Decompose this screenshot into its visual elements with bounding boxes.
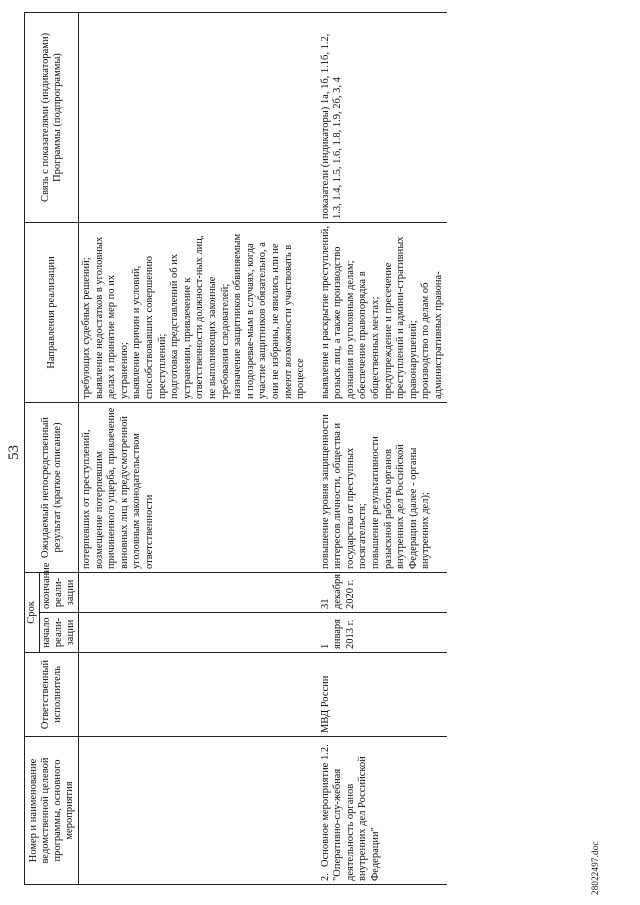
table-row xyxy=(318,12,447,884)
direction-item: выявление и раскрытие преступлений, розыск лиц, а также производство дознания по уголовным делам; xyxy=(319,226,356,399)
row-name: Основное мероприятие 1.2. "Оперативно-слу-жебная деятельность органов внутренних дел Российской Федерации" xyxy=(319,744,382,881)
header-link: Связь с показателями (индикаторами) Программы (подпрограммы) xyxy=(25,12,79,222)
header-executor: Ответственный исполнитель xyxy=(25,653,79,737)
cell-empty xyxy=(79,12,318,222)
cell-executor: МВД России xyxy=(318,653,447,737)
direction-item: требующих судебных решений; xyxy=(81,257,92,399)
cell-directions xyxy=(318,222,447,402)
cell-end: 31 декабря 2020 г. xyxy=(318,572,447,612)
result-item: повышение результативности разыскной работы органов внутренних дел Российской Федерации (далее - органы внутренних дел); xyxy=(370,436,432,569)
cell-empty xyxy=(79,572,318,612)
header-term: Срок xyxy=(25,572,40,652)
direction-item: предупреждение и пресечение преступлений и админи-стративных правонарушений; xyxy=(382,236,419,399)
row-number: 2. xyxy=(319,873,331,881)
page-number: 53 xyxy=(6,445,22,460)
cell-link: показатели (индикаторы) 1а, 1б, 1.1б, 1.2, 1.3, 1.4, 1.5, 1.6, 1.8, 1.9, 2б, 3, 4 xyxy=(318,12,447,222)
program-table xyxy=(24,12,447,885)
direction-item: подготовка представлений об их устранении, привлечение к ответственности должност-ных лиц, не выполняющих законные требования следователей; xyxy=(169,235,231,399)
header-end: окончание реали-зации xyxy=(40,572,79,612)
direction-item: выявление причин и условий, способствовавших совершению преступлений; xyxy=(131,255,168,399)
header-start: начало реали-зации xyxy=(40,613,79,653)
cell-directions xyxy=(79,222,318,402)
document-id: 28022497.doc xyxy=(590,841,600,895)
direction-item: выявление недостатков в уголовных делах и принятие мер по их устранению; xyxy=(93,236,130,399)
cell-result xyxy=(318,402,447,572)
table-row xyxy=(79,12,318,884)
cell-result: потерпевших от преступлений, возмещение потерпевшим причиненного ущерба, привлечение виновных лиц к предусмотренной уголовным законодательством ответственности xyxy=(79,402,318,572)
cell-start: 1 января 2013 г. xyxy=(318,613,447,653)
cell-empty xyxy=(79,653,318,737)
header-result: Ожидаемый непосредственный результат (краткое описание) xyxy=(25,402,79,572)
table-header-row xyxy=(25,12,40,884)
cell-name xyxy=(318,737,447,885)
header-directions: Направления реализации xyxy=(25,222,79,402)
cell-empty xyxy=(79,613,318,653)
direction-item: обеспечение правопорядка в общественных местах; xyxy=(357,271,382,399)
direction-item: назначение защитников обвиняемым и подозревае-мым в случаях, когда участие защитников обязательно, а они не избраны, не явились или не имеют возможности участвовать в процессе xyxy=(232,233,307,399)
result-item: повышение уровня защищенности интересов личности, общества и государства от преступных посягательств; xyxy=(319,414,369,569)
cell-empty xyxy=(79,737,318,885)
header-name: Номер и наименование ведомственной целевой программы, основного мероприятия xyxy=(25,737,79,885)
direction-item: производство по делам об административных правона- xyxy=(420,271,445,399)
